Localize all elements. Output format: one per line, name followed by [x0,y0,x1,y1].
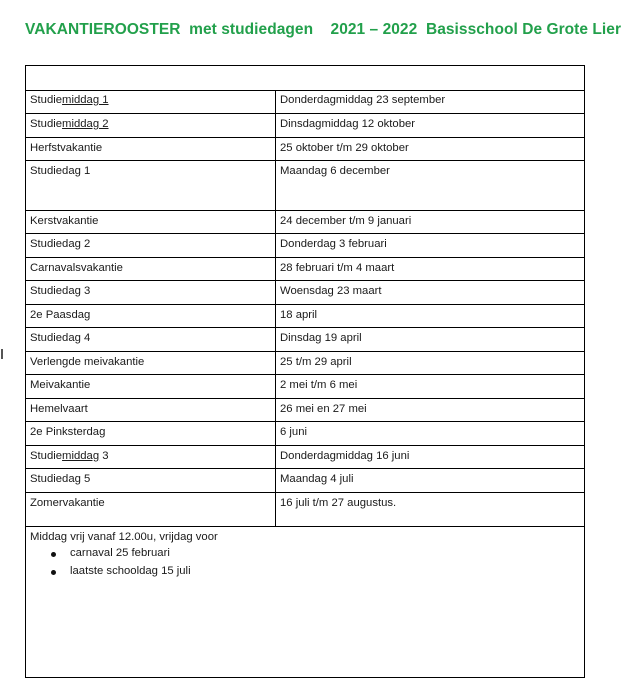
row-value: 16 juli t/m 27 augustus. [280,497,397,509]
row-label: 2e Pinksterdag [30,426,106,438]
row-value: 24 december t/m 9 januari [280,215,412,227]
table-row [26,114,584,138]
row-value: Woensdag 23 maart [280,285,382,297]
row-label: Studiedag 5 [30,473,91,485]
table-row [26,234,584,258]
table-row [26,422,584,446]
row-label: Studiedag 2 [30,238,91,250]
table-row [26,469,584,493]
schedule-table [25,65,585,678]
row-value: Donderdagmiddag 23 september [280,94,446,106]
footer-note: Middag vrij vanaf 12.00u, vrijdag voor [30,531,218,543]
table-row [26,399,584,422]
bullet-icon [51,552,56,557]
table-row [26,493,584,527]
column-divider [275,90,276,527]
row-value: Dinsdag 19 april [280,332,362,344]
table-row [26,446,584,469]
bullet-icon [51,570,56,575]
row-label: Kerstvakantie [30,215,99,227]
row-label: 2e Paasdag [30,309,91,321]
list-item-text: carnaval 25 februari [70,547,170,559]
row-value: 18 april [280,309,318,321]
row-label: Studiemiddag 3 [30,450,109,462]
table-row [26,258,584,281]
row-label: Studiemiddag 1 [30,94,109,106]
row-value: 28 februari t/m 4 maart [280,262,395,274]
margin-mark [1,349,3,359]
table-row [26,328,584,352]
table-row [26,352,584,375]
table-row [26,305,584,328]
table-row [26,161,584,211]
row-value: Maandag 4 juli [280,473,354,485]
row-label: Meivakantie [30,379,91,391]
table-row [26,281,584,305]
row-label: Verlengde meivakantie [30,356,145,368]
table-header-row [26,66,584,91]
row-value: Donderdag 3 februari [280,238,387,250]
page-title: VAKANTIEROOSTER met studiedagen 2021 – 2022 Basisschool De Grote Lier [25,21,622,38]
row-label: Hemelvaart [30,403,88,415]
row-value: 2 mei t/m 6 mei [280,379,358,391]
row-label: Studiedag 1 [30,165,91,177]
row-value: 26 mei en 27 mei [280,403,367,415]
table-row [26,90,584,114]
list-item-text: laatste schooldag 15 juli [70,564,191,577]
row-value: 6 juni [280,426,308,438]
row-value: 25 oktober t/m 29 oktober [280,142,409,154]
row-label: Studiedag 3 [30,285,91,297]
table-row [26,138,584,161]
row-label: Carnavalsvakantie [30,262,123,274]
row-value: Dinsdagmiddag 12 oktober [280,118,416,130]
row-label: Herfstvakantie [30,142,103,154]
row-value: 25 t/m 29 april [280,356,352,368]
row-label: Studiedag 4 [30,332,91,344]
row-value: Donderdagmiddag 16 juni [280,450,410,462]
row-label: Studiemiddag 2 [30,118,109,130]
table-row [26,375,584,399]
row-label: Zomervakantie [30,497,105,509]
table-row [26,211,584,234]
row-value: Maandag 6 december [280,165,390,177]
